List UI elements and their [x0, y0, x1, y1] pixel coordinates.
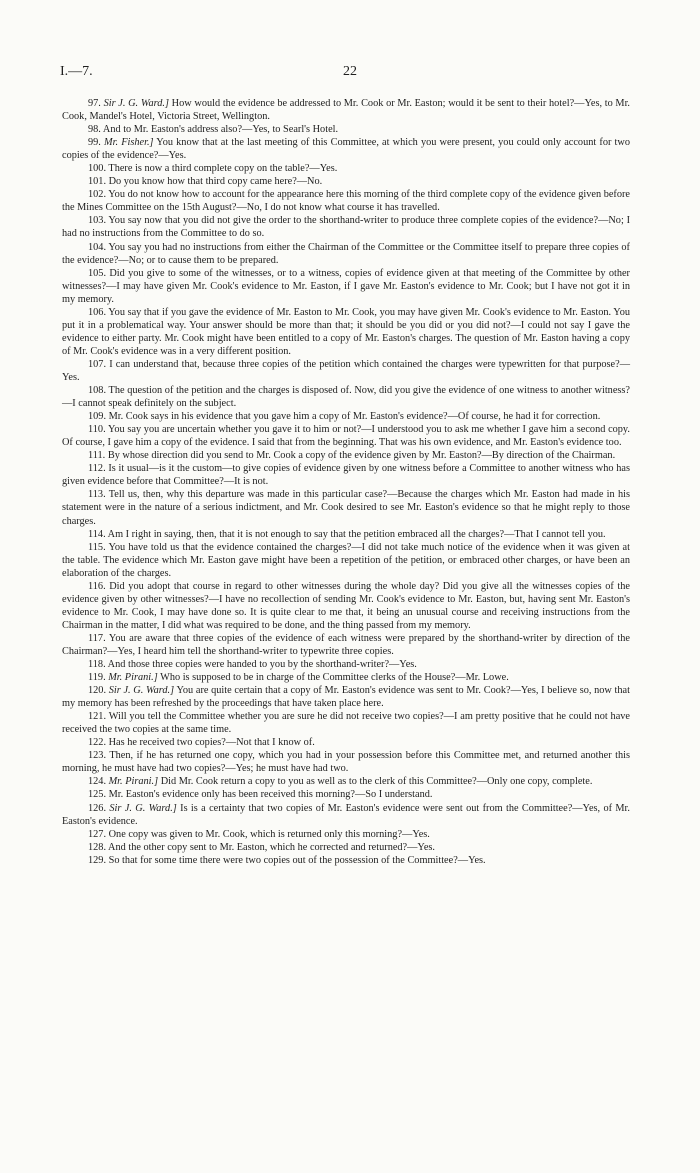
page-number: 22	[343, 64, 357, 79]
page-header	[60, 64, 640, 82]
evidence-paragraph	[62, 488, 630, 527]
speaker-name: Sir J. G. Ward.]	[108, 685, 175, 697]
evidence-paragraph	[62, 162, 630, 175]
question-number: 108.	[88, 385, 107, 397]
question-number: 100.	[88, 163, 107, 175]
question-number: 125.	[88, 789, 107, 801]
question-number: 104.	[88, 241, 107, 253]
question-answer-text: You are aware that three copies of the evidence of each witness were prepared by the shorthand-writer by direction of the Chairman?—Yes, I heard him tell the shorthand-writer to typewrite three copies.	[62, 632, 630, 657]
question-answer-text: One copy was given to Mr. Cook, which is returned only this morning?—Yes.	[108, 828, 430, 840]
question-number: 126.	[88, 802, 107, 814]
evidence-paragraph	[62, 710, 630, 736]
evidence-paragraph	[62, 136, 630, 162]
question-answer-text: Is it usual—is it the custom—to give copies of evidence given by one witness before a Committee to another witness who has given evidence before that Committee?—It is not.	[62, 463, 630, 488]
evidence-paragraph	[62, 671, 630, 684]
question-answer-text: Then, if he has returned one copy, which you had in your possession before this Committee met, and returned another this morning, he must have had two copies?—Yes; he must have had two.	[62, 750, 631, 775]
question-answer-text: Did you adopt that course in regard to other witnesses during the whole day? Did you give all the witnesses copies of the evidence given by other witnesses?—I have no recollection of sending Mr. Cook's evidence to Mr. Easton, but, having sent Mr. Easton's evidence to Mr. Cook, I may have done so. It is quite clear to me that, it being an unusual course and receiving instructions from the Chairman in the matter, I did what was required to be done, and the thing passed from my memory.	[62, 580, 630, 631]
question-number: 116.	[88, 580, 106, 592]
question-number: 119.	[88, 672, 106, 684]
question-number: 128.	[88, 841, 107, 853]
question-answer-text: Mr. Cook says in his evidence that you gave him a copy of Mr. Easton's evidence?—Of course, he had it for correction.	[108, 411, 601, 423]
question-answer-text: Do you know how that third copy came here?—No.	[108, 176, 323, 188]
speaker-name: Mr. Pirani.]	[108, 776, 159, 788]
question-answer-text: I can understand that, because three copies of the petition which contained the charges were typewritten for that purpose?—Yes.	[62, 358, 630, 383]
question-number: 114.	[88, 528, 106, 540]
question-answer-text: Will you tell the Committee whether you are sure he did not receive two copies?—I am pretty positive that he could not have received the two copies at the same time.	[62, 711, 630, 736]
question-answer-text: You do not know how to account for the appearance here this morning of the third complete copy of the evidence given before the Mines Committee on the 15th August?—No, I do not know what course it has travelled.	[62, 189, 630, 214]
evidence-paragraph	[62, 541, 630, 580]
question-answer-text: And the other copy sent to Mr. Easton, which he corrected and returned?—Yes.	[108, 841, 435, 853]
speaker-name: Mr. Fisher.]	[104, 137, 154, 149]
question-number: 124.	[88, 776, 107, 788]
evidence-paragraph	[62, 580, 630, 632]
evidence-paragraph	[62, 306, 630, 358]
evidence-paragraph	[62, 658, 630, 671]
question-number: 118.	[88, 659, 106, 671]
question-number: 111.	[88, 450, 106, 462]
question-answer-text: Who is supposed to be in charge of the Committee clerks of the House?—Mr. Lowe.	[160, 672, 509, 684]
evidence-paragraph	[62, 462, 630, 488]
question-number: 109.	[88, 411, 107, 423]
evidence-paragraph	[62, 632, 630, 658]
question-answer-text: And to Mr. Easton's address also?—Yes, to Searl's Hotel.	[102, 124, 339, 136]
evidence-paragraph	[62, 175, 630, 188]
question-number: 129.	[88, 854, 107, 866]
evidence-paragraph	[62, 410, 630, 423]
question-answer-text: You say now that you did not give the order to the shorthand-writer to produce three complete copies of the evidence?—No; I had no instructions from the Committee to do so.	[62, 215, 630, 240]
evidence-paragraph	[62, 358, 630, 384]
question-number: 113.	[88, 489, 106, 501]
question-answer-text: And those three copies were handed to you by the shorthand-writer?—Yes.	[107, 659, 417, 671]
question-answer-text: Tell us, then, why this departure was made in this particular case?—Because the charges which Mr. Easton had made in his statement were in the nature of a serious indictment, and Mr. Cook desired to see Mr. Easton's evidence so that he might reply to those charges.	[62, 489, 630, 527]
question-answer-text: Did you give to some of the witnesses, or to a witness, copies of evidence given at that meeting of the Committee by other witnesses?—I may have given Mr. Cook's evidence to Mr. Easton, if I gave Mr. Easton's evidence to Mr. Cook; but I have not got it in my memory.	[62, 267, 630, 305]
question-answer-text: Is is a certainty that two copies of Mr. Easton's evidence were sent out from the Committee?—Yes, of Mr. Easton's evidence.	[62, 802, 630, 827]
speaker-name: Sir J. G. Ward.]	[109, 802, 177, 814]
question-number: 107.	[88, 358, 107, 370]
question-number: 115.	[88, 541, 106, 553]
evidence-paragraph	[62, 188, 630, 214]
question-answer-text: So that for some time there were two copies out of the possession of the Committee?—Yes.	[108, 854, 486, 866]
evidence-paragraph	[62, 749, 630, 775]
evidence-paragraph	[62, 214, 630, 240]
document-reference: I.—7.	[60, 64, 93, 79]
question-answer-text: There is now a third complete copy on the table?—Yes.	[108, 163, 338, 175]
question-answer-text: You say that if you gave the evidence of Mr. Easton to Mr. Cook, you may have given Mr. Cook's evidence to Mr. Easton. You put it in a problematical way. Your answer should be more than that; it should be you did or you did not?—I could not say I gave the evidence to either party. Mr. Cook might have been entitled to a copy of Mr. Easton's charges. The question of Mr. Easton having a copy of Mr. Cook's evidence was in a very different position.	[62, 306, 630, 357]
question-answer-text: You know that at the last meeting of this Committee, at which you were present, you could only account for two copies of the evidence?—Yes.	[62, 137, 630, 162]
evidence-paragraph	[62, 384, 630, 410]
question-answer-text: The question of the petition and the charges is disposed of. Now, did you give the evidence of one witness to another witness?—I cannot speak definitely on the subject.	[62, 385, 630, 410]
question-answer-text: Am I right in saying, then, that it is not enough to say that the petition embraced all the charges?—That I cannot tell you.	[107, 528, 606, 540]
question-number: 101.	[88, 176, 107, 188]
evidence-paragraph	[62, 123, 630, 136]
evidence-paragraph	[62, 423, 630, 449]
evidence-paragraph	[62, 775, 630, 788]
question-number: 103.	[88, 215, 107, 227]
evidence-paragraph	[62, 736, 630, 749]
question-answer-text: Did Mr. Cook return a copy to you as well as to the clerk of this Committee?—Only one copy, complete.	[160, 776, 593, 788]
question-number: 99.	[88, 137, 101, 149]
evidence-paragraph	[62, 828, 630, 841]
question-answer-text: You are quite certain that a copy of Mr. Easton's evidence was sent to Mr. Cook?—Yes, I believe so, now that my memory has been refreshed by the proceedings that have taken place here.	[62, 685, 630, 710]
question-number: 123.	[88, 750, 107, 762]
evidence-paragraph	[62, 841, 630, 854]
question-answer-text: By whose direction did you send to Mr. Cook a copy of the evidence given by Mr. Easton?—By direction of the Chairman.	[107, 450, 616, 462]
question-number: 110.	[88, 424, 106, 436]
speaker-name: Sir J. G. Ward.]	[103, 98, 169, 109]
evidence-paragraph	[62, 449, 630, 462]
evidence-paragraph	[62, 267, 630, 306]
evidence-paragraph	[62, 97, 630, 123]
question-number: 112.	[88, 463, 106, 475]
question-number: 120.	[88, 685, 107, 697]
question-number: 97.	[88, 98, 101, 109]
question-number: 117.	[88, 632, 106, 644]
question-number: 122.	[88, 737, 107, 749]
evidence-paragraph	[62, 788, 630, 801]
question-answer-text: Mr. Easton's evidence only has been received this morning?—So I understand.	[108, 789, 433, 801]
question-answer-text: Has he received two copies?—Not that I know of.	[108, 737, 315, 749]
evidence-body	[62, 97, 630, 867]
question-number: 105.	[88, 267, 107, 279]
question-number: 106.	[88, 306, 107, 318]
question-number: 98.	[88, 124, 101, 136]
evidence-paragraph	[62, 854, 630, 867]
evidence-paragraph	[62, 802, 630, 828]
evidence-paragraph	[62, 241, 630, 267]
speaker-name: Mr. Pirani.]	[108, 672, 158, 684]
question-answer-text: You have told us that the evidence contained the charges?—I did not take much notice of the evidence when it was given at the table. The evidence which Mr. Easton gave might have been a repetition of the petition, or embraced other charges, or have been an elaboration of the charges.	[62, 541, 630, 579]
question-answer-text: You say you had no instructions from either the Chairman of the Committee or the Committee itself to prepare three copies of the evidence?—No; or to cause them to be prepared.	[62, 241, 630, 266]
question-number: 127.	[88, 828, 107, 840]
question-number: 102.	[88, 189, 107, 201]
evidence-paragraph	[62, 684, 630, 710]
question-answer-text: How would the evidence be addressed to Mr. Cook or Mr. Easton; would it be sent to their hotel?—Yes, to Mr. Cook, Mandel's Hotel, Victoria Street, Wellington.	[62, 98, 631, 123]
evidence-paragraph	[62, 528, 630, 541]
question-number: 121.	[88, 711, 107, 723]
question-answer-text: You say you are uncertain whether you gave it to him or not?—I understood you to ask me whether I gave him a second copy. Of course, I gave him a copy of the evidence. I said that from the beginning. That was his own evidence, and Mr. Easton's evidence too.	[62, 424, 630, 449]
